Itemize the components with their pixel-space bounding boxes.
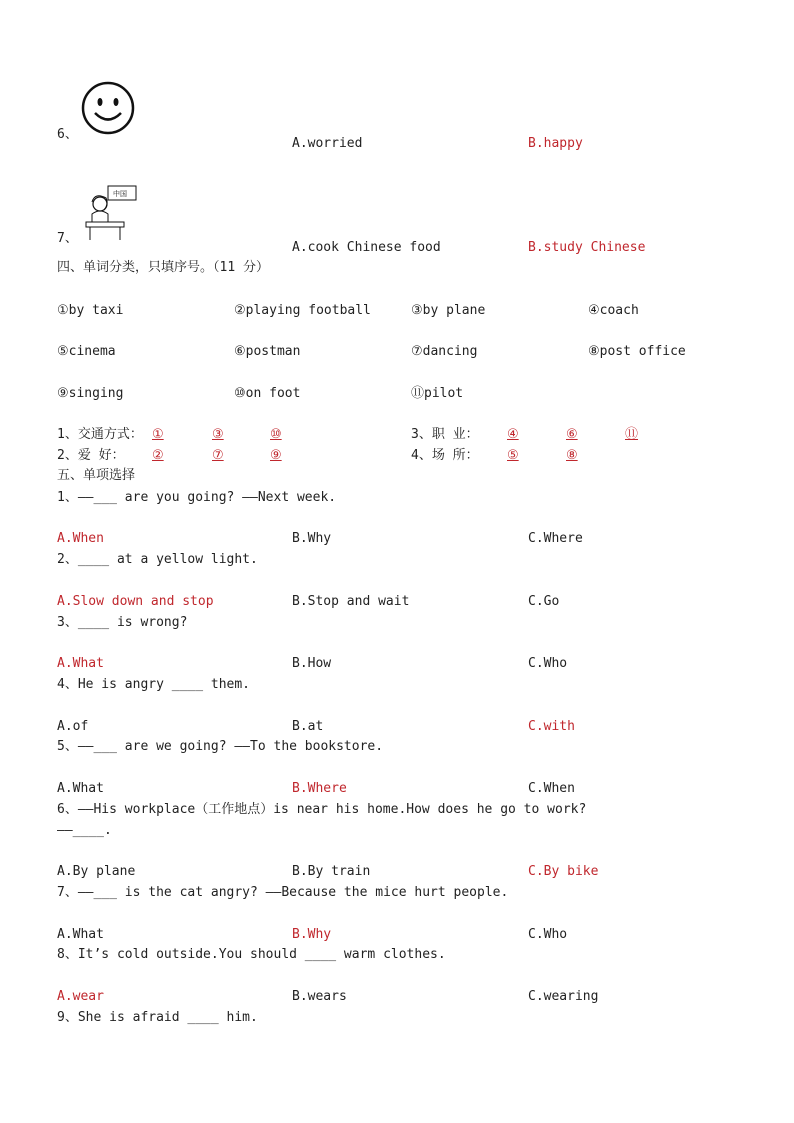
section-title: 五、单项选择: [57, 468, 136, 483]
question-text-line2: ——____.: [57, 823, 112, 838]
word-item: ⑧post office: [588, 344, 686, 359]
category-answer: ⑪: [625, 427, 639, 442]
word-item: ⑦dancing: [411, 344, 478, 359]
word-item: ⑨singing: [57, 386, 124, 401]
option-b: B.at: [292, 719, 324, 734]
category-label: 2、爱 好：: [57, 448, 125, 463]
category-answer: ⑩: [270, 427, 282, 442]
question-text: 9、She is afraid ____ him.: [57, 1010, 258, 1025]
category-answer: ⑨: [270, 448, 282, 463]
question-text: 2、____ at a yellow light.: [57, 552, 258, 567]
option-b-answer: B.happy: [528, 136, 583, 151]
person-studying-chinese-icon: [80, 184, 138, 242]
category-answer: ⑧: [566, 448, 578, 463]
category-answer: ⑦: [212, 448, 224, 463]
option-c: C.Who: [528, 927, 568, 942]
option-b: B.By train: [292, 864, 371, 879]
picture-caption: 中国: [113, 190, 127, 198]
category-label: 4、场 所：: [411, 448, 479, 463]
option-a: A.By plane: [57, 864, 136, 879]
category-label: 3、职 业：: [411, 427, 479, 442]
option-a-answer: A.When: [57, 531, 104, 546]
option-b: B.How: [292, 656, 332, 671]
option-a: A.of: [57, 719, 89, 734]
option-b-answer: B.study Chinese: [528, 240, 646, 255]
question-text: 7、——___ is the cat angry? ——Because the mice hurt people.: [57, 885, 509, 900]
option-a: A.What: [57, 781, 104, 796]
word-item: ③by plane: [411, 303, 486, 318]
option-a-answer: A.wear: [57, 989, 104, 1004]
option-a: A.What: [57, 927, 104, 942]
word-item: ⑥postman: [234, 344, 301, 359]
category-answer: ④: [507, 427, 519, 442]
option-a-answer: A.Slow down and stop: [57, 594, 214, 609]
category-label: 1、交通方式：: [57, 427, 143, 442]
category-answer: ②: [152, 448, 164, 463]
option-b-answer: B.Where: [292, 781, 347, 796]
category-answer: ⑥: [566, 427, 578, 442]
picture-question-number: 7、: [57, 231, 78, 246]
section-title: 四、单词分类，只填序号。（11 分）: [57, 260, 269, 275]
category-answer: ①: [152, 427, 164, 442]
question-text: 8、It’s cold outside.You should ____ warm clothes.: [57, 947, 446, 962]
picture-question-number: 6、: [57, 127, 78, 142]
option-b: B.Why: [292, 531, 332, 546]
smiley-face-icon: [80, 80, 136, 136]
option-c: C.Who: [528, 656, 568, 671]
option-c-answer: C.with: [528, 719, 575, 734]
category-answer: ⑤: [507, 448, 519, 463]
category-answer: ③: [212, 427, 224, 442]
option-c: C.Where: [528, 531, 583, 546]
question-text: 1、——___ are you going? ——Next week.: [57, 490, 337, 505]
question-text: 3、____ is wrong?: [57, 615, 188, 630]
option-a-answer: A.What: [57, 656, 104, 671]
question-text: 6、——His workplace（工作地点）is near his home.How does he go to work?: [57, 802, 587, 817]
word-item: ⑤cinema: [57, 344, 116, 359]
option-a: A.cook Chinese food: [292, 240, 441, 255]
option-b: B.Stop and wait: [292, 594, 410, 609]
word-item: ⑪pilot: [411, 386, 464, 401]
word-item: ②playing football: [234, 303, 371, 318]
question-text: 5、——___ are we going? ——To the bookstore.: [57, 739, 384, 754]
option-b: B.wears: [292, 989, 347, 1004]
word-item: ④coach: [588, 303, 639, 318]
option-c: C.wearing: [528, 989, 599, 1004]
word-item: ①by taxi: [57, 303, 124, 318]
option-b-answer: B.Why: [292, 927, 332, 942]
option-c: C.Go: [528, 594, 560, 609]
option-c-answer: C.By bike: [528, 864, 599, 879]
question-text: 4、He is angry ____ them.: [57, 677, 251, 692]
word-item: ⑩on foot: [234, 386, 301, 401]
option-a: A.worried: [292, 136, 363, 151]
option-c: C.When: [528, 781, 575, 796]
